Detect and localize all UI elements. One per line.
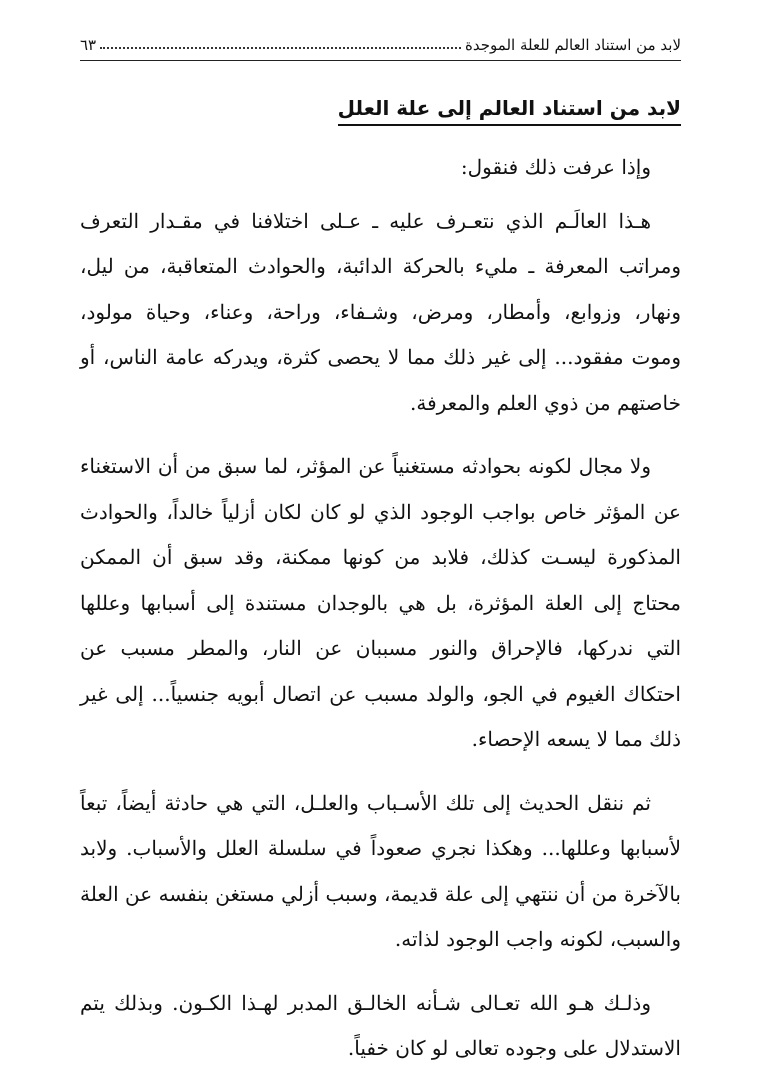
page-number: ٦٣ bbox=[80, 36, 97, 54]
section-heading: لابد من استناد العالم إلى علة العلل bbox=[338, 96, 681, 126]
paragraph: هـذا العالَـم الذي نتعـرف عليه ـ عـلى اختلافنا في مقـدار التعرف ومراتب المعرفة ـ مليء بالحركة الدائبة، والحوادث المتعاقبة، من ليل، ونهار، وزوابع، وأمطار، ومرض، وشـفاء، وراحة، وعناء، وحياة مولود، وموت مفقود... إلى غير ذلك مما لا يحصى كثرة، ويدركه عامة الناس، أو خاصتهم من ذوي العلم والمعرفة. bbox=[80, 208, 681, 415]
paragraph: ولا مجال لكونه بحوادثه مستغنياً عن المؤثر، لما سبق من أن الاستغناء عن المؤثر خاص بواجب الوجود الذي لو كان لكان أزلياً خالداً، والحوادث المذكورة ليسـت كذلك، فلابد من كونها ممكنة، وقد سبق أن الممكن محتاج إلى العلة المؤثرة، بل هي بالوجدان مستندة إلى أسبابها وعللها التي ندركها، فالإحراق والنور مسببان عن النار، والمطر مسبب عن احتكاك الغيوم في الجو، والولد مسبب عن اتصال أبويه جنسياً... إلى غير ذلك مما لا يسعه الإحصاء. bbox=[80, 454, 681, 751]
body-text bbox=[80, 145, 681, 1090]
header-leader-dots bbox=[100, 47, 461, 49]
paragraph: وذلـك هـو الله تعـالى شـأنه الخالـق المدبر لهـذا الكـون. وبذلك يتم الاستدلال على وجوده تعالى لو كان خفياً. bbox=[80, 990, 681, 1060]
paragraph-intro: وإذا عرفت ذلك فنقول: bbox=[460, 155, 651, 179]
running-title: لابد من استناد العالم للعلة الموجدة bbox=[465, 36, 681, 54]
running-header bbox=[80, 22, 681, 61]
paragraph: ثم ننقل الحديث إلى تلك الأسـباب والعلـل، التي هي حادثة أيضاً، تبعاً لأسبابها وعللها... وهكذا نجري صعوداً في سلسلة العلل والأسباب. ولابد بالآخرة من أن ننتهي إلى علة قديمة، وسبب أزلي مستغن بنفسه عن العلة والسبب، لكونه واجب الوجود لذاته. bbox=[80, 790, 681, 951]
